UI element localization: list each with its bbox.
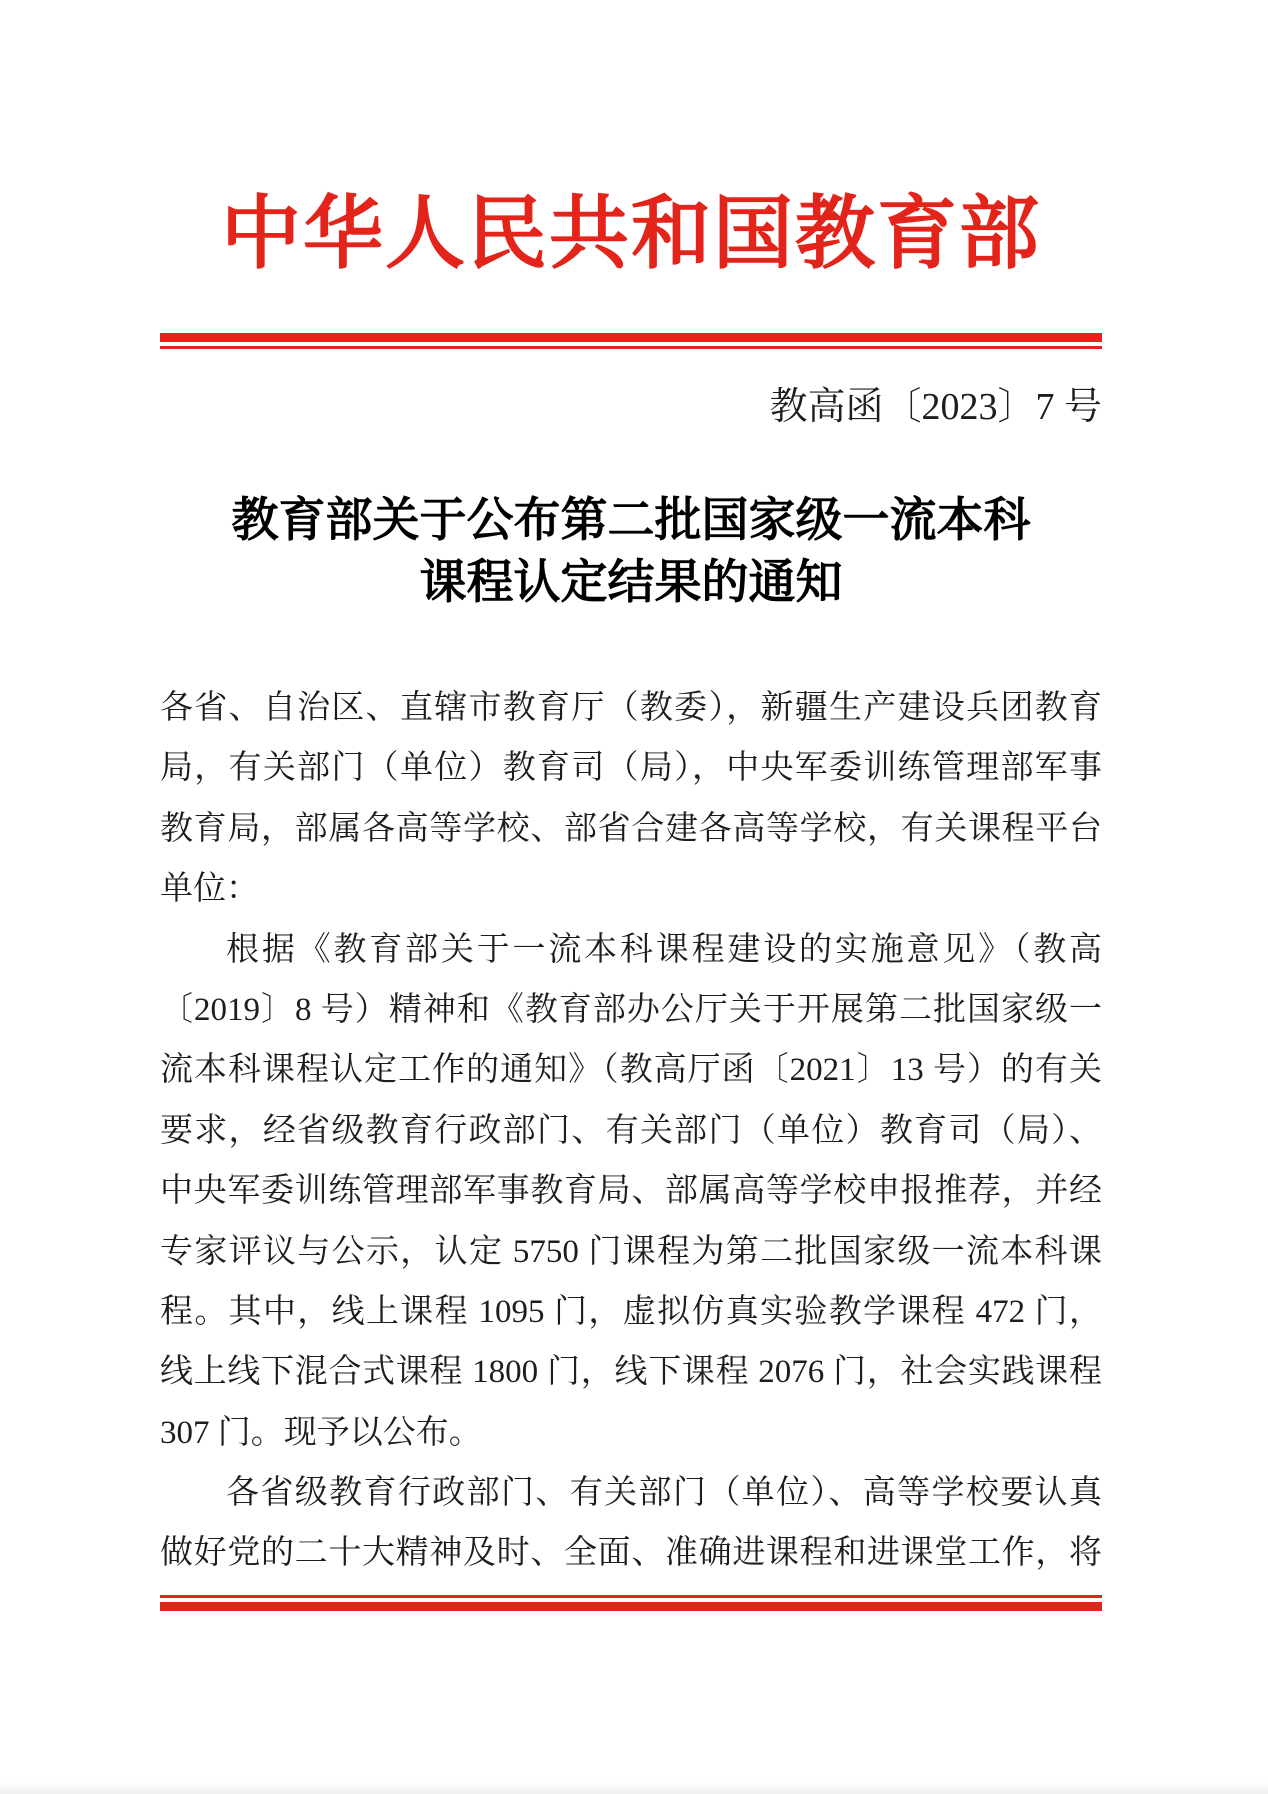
body-line: 局，有关部门（单位）教育司（局），中央军委训练管理部军事 [160,750,1102,787]
body-line: 线上线下混合式课程 1800 门，线下课程 2076 门，社会实践课程 [160,1354,1102,1391]
footer-divider-thin-line [160,1595,1102,1598]
issuing-org-header: 中华人民共和国教育部 [221,191,1041,279]
body-line: 程。其中，线上课程 1095 门，虚拟仿真实验教学课程 472 门， [160,1293,1102,1330]
body-line: 各省、自治区、直辖市教育厅（教委），新疆生产建设兵团教育 [160,690,1102,726]
body-line: 根据《教育部关于一流本科课程建设的实施意见》（教高 [226,931,1102,968]
scan-bottom-edge [0,1782,1268,1794]
body-line: 单位： [160,871,259,908]
body-line: 〔2019〕8 号）精神和《教育部办公厅关于开展第二批国家级一 [160,991,1102,1028]
body-line: 流本科课程认定工作的通知》（教高厅函〔2021〕13 号）的有关 [160,1052,1102,1089]
document-title-line-1: 教育部关于公布第二批国家级一流本科 [231,495,1031,547]
footer-divider [160,1595,1102,1611]
document-number: 教高函〔2023〕7 号 [769,386,1102,428]
body-line: 要求，经省级教育行政部门、有关部门（单位）教育司（局）、 [160,1112,1102,1149]
body-line: 做好党的二十大精神及时、全面、准确进课程和进课堂工作，将 [160,1535,1102,1572]
header-divider-thick-line [160,333,1102,342]
document-title [160,490,1102,614]
document-title-line-2: 课程认定结果的通知 [419,557,843,609]
body-line: 专家评议与公示，认定 5750 门课程为第二批国家级一流本科课 [160,1233,1102,1270]
header-divider-thin-line [160,346,1102,349]
body-line: 307 门。现予以公布。 [160,1414,482,1451]
body-line: 教育局，部属各高等学校、部省合建各高等学校，有关课程平台 [160,810,1102,847]
body-text [160,678,1102,1584]
header-divider [160,333,1102,349]
footer-divider-thick-line [160,1602,1102,1611]
body-line: 中央军委训练管理部军事教育局、部属高等学校申报推荐，并经 [160,1173,1102,1210]
body-line: 各省级教育行政部门、有关部门（单位）、高等学校要认真 [226,1475,1102,1512]
